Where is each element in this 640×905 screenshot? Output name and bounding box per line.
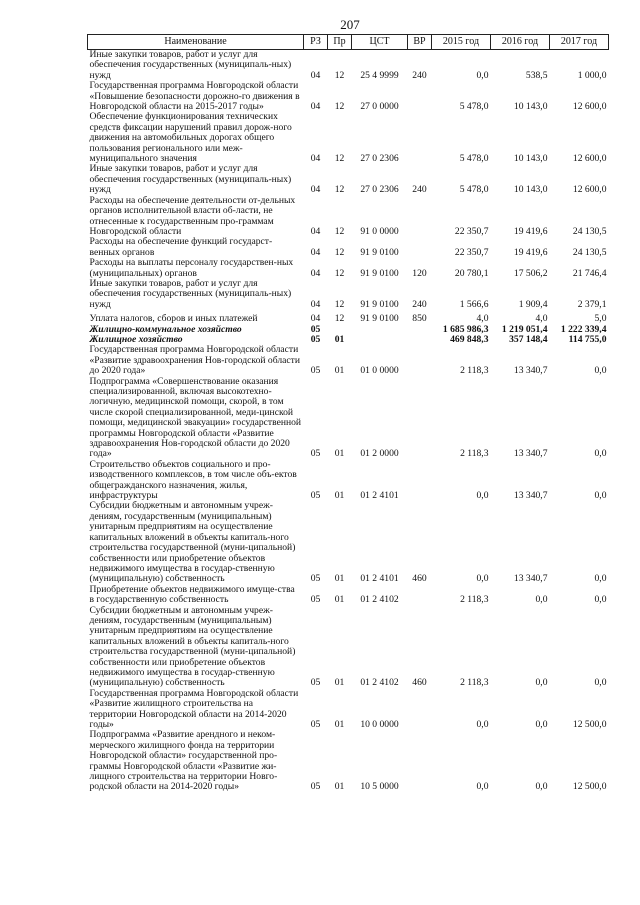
cell-vr: 120	[412, 267, 427, 279]
cell-rz: 04	[310, 101, 321, 113]
cell-name: Иные закупки товаров, работ и услуг для обеспечения государственных (муниципаль-ных) нужд	[89, 49, 292, 81]
header-tst: ЦСТ	[352, 35, 408, 50]
cell-rz: 05	[310, 365, 321, 377]
cell-vr: 850	[412, 313, 427, 325]
cell-rz: 05	[310, 448, 321, 460]
cell-2015: 20 780,1	[454, 267, 489, 279]
cell-2016: 0,0	[535, 594, 548, 606]
table-row	[88, 501, 609, 584]
table-row	[88, 112, 609, 164]
table-row	[88, 196, 609, 238]
cell-rz: 04	[310, 313, 321, 325]
cell-2017: 12 500,0	[572, 781, 607, 793]
budget-table	[87, 34, 609, 793]
cell-tst: 91 9 0100	[360, 313, 399, 325]
cell-2015: 5 478,0	[459, 101, 489, 113]
cell-2016: 10 143,0	[513, 184, 548, 196]
table-row	[88, 585, 609, 606]
cell-2016: 538,5	[525, 69, 548, 81]
cell-2015: 2 118,3	[460, 448, 489, 460]
table-row	[88, 258, 609, 279]
cell-tst: 01 2 4102	[360, 677, 399, 689]
table-body	[88, 50, 609, 793]
cell-tst: 01 2 4101	[360, 573, 399, 585]
table-row	[88, 345, 609, 376]
cell-rz: 05	[310, 781, 321, 793]
cell-tst: 01 2 0000	[360, 448, 399, 460]
cell-pr: 12	[334, 69, 345, 81]
cell-rz: 04	[310, 298, 321, 310]
cell-2015: 0,0	[476, 781, 489, 793]
cell-name: Жилищно-коммунальное хозяйство	[89, 323, 242, 335]
cell-rz: 05	[310, 677, 321, 689]
table-row	[88, 81, 609, 112]
cell-2016: 19 419,6	[513, 246, 548, 258]
cell-tst: 27 0 0000	[360, 101, 399, 113]
cell-pr: 01	[334, 490, 345, 502]
cell-2016: 0,0	[535, 719, 548, 730]
cell-name: Расходы на выплаты персоналу государствен-ных (муниципальных) органов	[89, 257, 294, 279]
cell-2016: 13 340,7	[513, 365, 548, 377]
cell-name: Расходы на обеспечение деятельности от-дельных органов исполнительной власти об-ласти, не отнесенные к государственным про-граммам Новгородской области	[89, 194, 296, 237]
cell-vr: 460	[412, 677, 427, 689]
cell-pr: 12	[334, 184, 345, 196]
cell-2016: 0,0	[535, 677, 548, 689]
cell-vr	[408, 730, 432, 792]
cell-2015: 5 478,0	[459, 153, 489, 165]
table-row	[88, 237, 609, 258]
cell-2015: 0,0	[476, 69, 489, 81]
cell-2017: 0,0	[594, 573, 607, 585]
cell-2015: 22 350,7	[454, 246, 489, 258]
cell-vr	[408, 345, 432, 376]
cell-2015: 22 350,7	[454, 225, 489, 237]
cell-2015: 2 118,3	[460, 365, 489, 377]
cell-tst: 10 0 0000	[360, 719, 399, 730]
cell-2015: 2 118,3	[460, 594, 489, 606]
cell-2016: 10 143,0	[513, 153, 548, 165]
table-row	[88, 310, 609, 324]
cell-name: Субсидии бюджетным и автономным учреж-дениям, государственным (муниципальным) унитарным предприятиям на осуществление капитальных вложений в объекты капиталь-ного строительства государственной (муни-ципальной) собственности или приобретение объектов недвижимого имущества в государ-ственную (муниципальную) собственность	[89, 604, 296, 689]
cell-2016: 13 340,7	[513, 490, 548, 502]
cell-2017: 24 130,5	[572, 225, 607, 237]
cell-vr	[408, 585, 432, 606]
cell-pr: 12	[334, 101, 345, 113]
cell-2016: 1 909,4	[518, 298, 548, 310]
cell-2017: 12 500,0	[572, 719, 607, 730]
cell-2017: 2 379,1	[577, 298, 607, 310]
table-row	[88, 689, 609, 731]
header-pr: Пр	[328, 35, 352, 50]
cell-2017: 24 130,5	[572, 246, 607, 258]
cell-rz: 05	[310, 594, 321, 606]
cell-name: Строительство объектов социального и про-изводственного комплексов, в том числе объ-ектов общегражданского назначения, жилья, инфраструктуры	[89, 458, 297, 502]
cell-2015: 0,0	[476, 490, 489, 502]
cell-rz: 05	[310, 333, 321, 345]
cell-pr: 12	[334, 313, 345, 325]
cell-tst: 27 0 2306	[360, 184, 399, 196]
cell-2016: 19 419,6	[513, 225, 548, 237]
cell-tst: 91 9 0100	[360, 298, 399, 310]
page-number: 207	[340, 17, 360, 32]
cell-name: Обеспечение функционирования технических средств фиксации нарушений правил дорож-ного движения на автомобильных дорогах общего пользования регионального или меж-муниципального значения	[89, 111, 292, 165]
cell-2016: 1 219 051,4	[501, 323, 548, 335]
cell-2017: 0,0	[594, 490, 607, 502]
header-2015: 2015 год	[432, 35, 491, 50]
cell-pr: 12	[334, 153, 345, 165]
table-row	[88, 164, 609, 195]
cell-name: Подпрограмма «Совершенствование оказания специализированной, включая высокотехно-логичную, медицинской помощи, скорой, в том числе скорой специализированной, меди-цинской помощи, медицинской эвакуации» государственной программы Новгородской области «Развитие здравоохранения Нов-городской области до 2020 года»	[89, 375, 302, 460]
cell-tst: 01 0 0000	[360, 365, 399, 377]
cell-tst	[352, 335, 408, 345]
cell-vr: 240	[412, 298, 427, 310]
cell-pr: 01	[334, 365, 345, 377]
cell-pr: 01	[334, 719, 345, 730]
cell-tst: 25 4 9999	[360, 69, 399, 81]
cell-name: Расходы на обеспечение функций государст-венных органов	[89, 236, 273, 258]
cell-2016: 357 148,4	[509, 333, 548, 345]
cell-pr: 12	[334, 267, 345, 279]
cell-name: Государственная программа Новгородской области «Развитие жилищного строительства на территории Новгородской области на 2014-2020 годы»	[89, 687, 299, 730]
cell-2016: 13 340,7	[513, 448, 548, 460]
cell-vr	[408, 196, 432, 238]
cell-tst: 91 9 0100	[360, 267, 399, 279]
cell-pr: 01	[334, 781, 345, 793]
cell-2015: 1 566,6	[459, 298, 489, 310]
cell-rz: 04	[310, 246, 321, 258]
table-row	[88, 279, 609, 310]
cell-rz: 05	[310, 490, 321, 502]
cell-2017: 1 222 339,4	[560, 323, 607, 335]
cell-name: Подпрограмма «Развитие арендного и неком-мерческого жилищного фонда на территории Новгородской области» государственной про-граммы Новгородской области «Развитие жи-лищного строительства на территории Новго-родской области на 2014-2020 годы»	[89, 729, 278, 793]
cell-2015: 4,0	[476, 313, 489, 325]
header-2016: 2016 год	[491, 35, 550, 50]
cell-2016: 4,0	[535, 313, 548, 325]
cell-name: Государственная программа Новгородской области «Повышение безопасности дорожно-го движения в Новгородской области на 2015-2017 годы»	[89, 80, 300, 113]
header-vr: ВР	[408, 35, 432, 50]
cell-rz: 04	[310, 267, 321, 279]
header-rz: РЗ	[304, 35, 328, 50]
cell-vr	[408, 335, 432, 345]
cell-2017: 1 000,0	[577, 69, 607, 81]
cell-tst: 01 2 4101	[360, 490, 399, 502]
cell-pr: 01	[334, 573, 345, 585]
cell-name: Государственная программа Новгородской области «Развитие здравоохранения Нов-городской области до 2020 года»	[89, 344, 300, 377]
cell-name: Иные закупки товаров, работ и услуг для обеспечения государственных (муниципаль-ных) нужд	[89, 277, 292, 310]
cell-vr: 460	[412, 573, 427, 585]
cell-vr	[408, 689, 432, 731]
cell-name: Субсидии бюджетным и автономным учреж-дениям, государственным (муниципальным) унитарным предприятиям на осуществление капитальных вложений в объекты капиталь-ного строительства государственной (муни-ципальной) собственности или приобретение объектов недвижимого имущества в государ-ственную (муниципальную) собственность	[89, 500, 296, 585]
table-row	[88, 377, 609, 460]
header-2017: 2017 год	[550, 35, 609, 50]
cell-vr	[408, 460, 432, 502]
cell-2017: 0,0	[594, 677, 607, 689]
cell-tst: 91 0 0000	[360, 225, 399, 237]
cell-2016: 10 143,0	[513, 101, 548, 113]
cell-tst	[352, 325, 408, 335]
cell-2017: 12 600,0	[572, 153, 607, 165]
cell-rz: 05	[310, 719, 321, 730]
cell-pr: 12	[334, 246, 345, 258]
cell-2017: 0,0	[594, 365, 607, 377]
cell-2017: 5,0	[594, 313, 607, 325]
cell-2015: 0,0	[476, 719, 489, 730]
cell-2015: 2 118,3	[460, 677, 489, 689]
cell-2015: 1 685 986,3	[442, 323, 489, 335]
cell-2015: 469 848,3	[450, 333, 489, 345]
cell-tst: 91 9 0100	[360, 246, 399, 258]
cell-pr: 01	[334, 448, 345, 460]
cell-tst: 01 2 4102	[360, 594, 399, 606]
cell-pr: 01	[334, 594, 345, 606]
cell-tst: 10 5 0000	[360, 781, 399, 793]
cell-tst: 27 0 2306	[360, 153, 399, 165]
cell-2017: 114 755,0	[568, 333, 607, 345]
cell-rz: 04	[310, 225, 321, 237]
cell-rz: 05	[310, 573, 321, 585]
cell-2017: 12 600,0	[572, 184, 607, 196]
table-row	[88, 50, 609, 82]
header-row	[88, 35, 609, 50]
cell-pr: 12	[334, 298, 345, 310]
cell-vr	[408, 325, 432, 335]
cell-2017: 0,0	[594, 594, 607, 606]
cell-vr: 240	[412, 184, 427, 196]
cell-2016: 17 506,2	[513, 267, 548, 279]
cell-rz: 04	[310, 184, 321, 196]
cell-name: Иные закупки товаров, работ и услуг для обеспечения государственных (муниципаль-ных) нужд	[89, 163, 292, 196]
cell-2015: 5 478,0	[459, 184, 489, 196]
cell-vr	[408, 237, 432, 258]
header-name: Наименование	[88, 35, 304, 50]
cell-2017: 21 746,4	[572, 267, 607, 279]
table-row	[88, 730, 609, 792]
table-row	[88, 606, 609, 689]
cell-2017: 0,0	[594, 448, 607, 460]
cell-rz: 04	[310, 153, 321, 165]
cell-vr: 240	[412, 69, 427, 81]
cell-name: Жилищное хозяйство	[89, 333, 183, 345]
cell-name: Приобретение объектов недвижимого имуще-ства в государственную собственность	[89, 583, 295, 606]
cell-rz: 04	[310, 69, 321, 81]
cell-2016: 13 340,7	[513, 573, 548, 585]
table-row	[88, 460, 609, 502]
cell-2016: 0,0	[535, 781, 548, 793]
cell-pr: 01	[334, 677, 345, 689]
cell-pr: 12	[334, 225, 345, 237]
cell-2015: 0,0	[476, 573, 489, 585]
cell-vr	[408, 377, 432, 460]
cell-2017: 12 600,0	[572, 101, 607, 113]
cell-pr: 01	[334, 333, 345, 345]
cell-vr	[408, 81, 432, 112]
cell-name: Уплата налогов, сборов и иных платежей	[89, 313, 258, 325]
cell-vr	[408, 112, 432, 164]
cell-rz: 05	[310, 323, 321, 335]
